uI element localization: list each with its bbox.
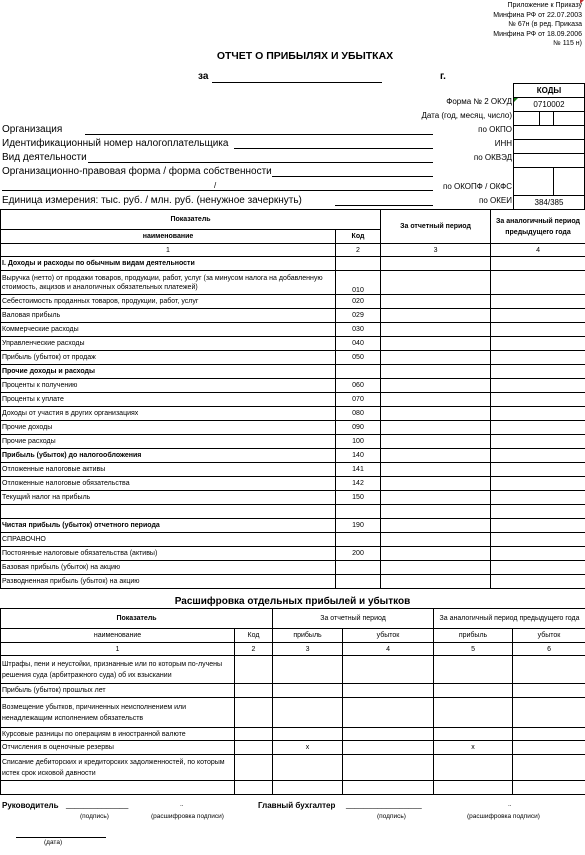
column-number: 3 <box>381 244 491 257</box>
org-field[interactable] <box>85 134 433 135</box>
row-code: 080 <box>336 407 381 421</box>
code-header: Код <box>336 230 381 244</box>
table-row <box>1 698 585 728</box>
previous-period-value[interactable] <box>491 547 585 561</box>
table-row <box>1 421 585 435</box>
row-name: Прибыль (убыток) от продаж <box>1 351 336 365</box>
row-name: Штрафы, пени и неустойки, признанные или по которым по-лучены решения суда (арбитражного суда) об их взыскании <box>1 656 235 684</box>
current-period-value[interactable] <box>381 547 491 561</box>
previous-period-value[interactable] <box>491 505 585 519</box>
row-code: 010 <box>336 271 381 295</box>
row-code <box>336 575 381 589</box>
current-period-value[interactable] <box>381 257 491 271</box>
head-decode-caption: (расшифровка подписи) <box>151 813 224 820</box>
row-name: Себестоимость проданных товаров, продукции, работ, услуг <box>1 295 336 309</box>
table-row <box>1 257 585 271</box>
form-code: 0710002 <box>514 98 585 112</box>
okved-code[interactable] <box>514 154 585 168</box>
row-code: 141 <box>336 463 381 477</box>
previous-period-value[interactable] <box>491 463 585 477</box>
main-table <box>0 209 585 589</box>
preamble-line: № 67н (в ред. Приказа <box>508 21 582 29</box>
table-row <box>1 449 585 463</box>
okved-label: по ОКВЭД <box>473 153 512 162</box>
unit-label: Единица измерения: тыс. руб. / млн. руб. (ненужное зачеркнуть) <box>2 195 302 206</box>
row-code <box>336 533 381 547</box>
org-label: Организация <box>2 124 63 135</box>
row-name: Постоянные налоговые обязательства (активы) <box>1 547 336 561</box>
date-month[interactable] <box>540 112 554 126</box>
current-loss-value[interactable] <box>343 781 434 795</box>
current-period-value[interactable] <box>381 323 491 337</box>
current-period-value[interactable] <box>381 407 491 421</box>
current-period-header: За отчетный период <box>381 210 491 244</box>
preamble-line: Приложение к Приказу <box>507 2 582 9</box>
current-profit-value[interactable] <box>273 755 343 781</box>
table-row <box>1 365 585 379</box>
table-row <box>1 505 585 519</box>
codes-table <box>513 83 585 210</box>
current-period-value[interactable] <box>381 309 491 323</box>
previous-period-header: За аналогичный период предыдущего года <box>491 210 585 244</box>
sub-table-title: Расшифровка отдельных прибылей и убытков <box>174 596 411 607</box>
previous-profit-value[interactable] <box>434 698 513 728</box>
previous-loss-value[interactable] <box>513 781 585 795</box>
current-profit-value[interactable]: x <box>273 741 343 755</box>
previous-profit-value[interactable] <box>434 728 513 741</box>
previous-period-value[interactable] <box>491 435 585 449</box>
table-row <box>1 561 585 575</box>
table-row <box>1 393 585 407</box>
period-suffix: г. <box>440 71 446 82</box>
preamble <box>493 1 582 49</box>
row-name: Разводненная прибыль (убыток) на акцию <box>1 575 336 589</box>
row-name: Выручка (нетто) от продажи товаров, продукции, работ, услуг (за минусом налога на добавленную стоимость, акцизов и аналогичных обязательных платежей) <box>1 271 336 295</box>
ownership-field[interactable] <box>2 190 433 191</box>
previous-period-value[interactable] <box>491 561 585 575</box>
row-code <box>336 257 381 271</box>
row-name: Отложенные налоговые обязательства <box>1 477 336 491</box>
column-number: 5 <box>434 643 513 656</box>
row-name: Прочие доходы и расходы <box>1 365 336 379</box>
sub-profit-header: прибыль <box>273 629 343 643</box>
current-profit-value[interactable] <box>273 684 343 698</box>
previous-loss-value[interactable] <box>513 741 585 755</box>
current-period-value[interactable] <box>381 449 491 463</box>
okopf-label: по ОКОПФ / ОКФС <box>443 182 512 191</box>
codes-header: КОДЫ <box>514 84 585 98</box>
unit-field[interactable] <box>335 205 433 206</box>
row-code <box>235 684 273 698</box>
table-row <box>1 351 585 365</box>
row-code: 040 <box>336 337 381 351</box>
row-name: Отложенные налоговые активы <box>1 463 336 477</box>
chief-sign-line[interactable]: _________________ <box>346 800 422 809</box>
row-name: СПРАВОЧНО <box>1 533 336 547</box>
date-day[interactable] <box>554 112 585 126</box>
previous-period-value[interactable] <box>491 407 585 421</box>
sub-name-header: наименование <box>1 629 235 643</box>
table-row <box>1 519 585 533</box>
previous-period-value[interactable] <box>491 477 585 491</box>
table-row <box>1 337 585 351</box>
current-period-value[interactable] <box>381 519 491 533</box>
row-name: Прочие расходы <box>1 435 336 449</box>
okpo-label: по ОКПО <box>478 125 512 134</box>
row-name: Доходы от участия в других организациях <box>1 407 336 421</box>
row-code <box>336 365 381 379</box>
current-period-value[interactable] <box>381 271 491 295</box>
previous-period-value[interactable] <box>491 393 585 407</box>
row-code: 090 <box>336 421 381 435</box>
previous-period-value[interactable] <box>491 365 585 379</box>
current-period-value[interactable] <box>381 463 491 477</box>
row-name <box>1 781 235 795</box>
chief-label: Главный бухгалтер <box>258 801 336 810</box>
okei-code: 384/385 <box>514 196 585 210</box>
row-code: 050 <box>336 351 381 365</box>
sub-previous-header: За аналогичный период предыдущего года <box>434 609 585 629</box>
row-code: 060 <box>336 379 381 393</box>
table-row <box>1 463 585 477</box>
previous-period-value[interactable] <box>491 337 585 351</box>
date-label: Дата (год, месяц, число) <box>421 111 512 120</box>
head-decode-line[interactable]: .. <box>180 801 184 808</box>
current-period-value[interactable] <box>381 379 491 393</box>
table-row <box>1 435 585 449</box>
previous-period-value[interactable] <box>491 351 585 365</box>
inn-field[interactable] <box>234 148 433 149</box>
current-loss-value[interactable] <box>343 755 434 781</box>
previous-period-value[interactable] <box>491 533 585 547</box>
sub-profit-header: прибыль <box>434 629 513 643</box>
activity-field[interactable] <box>88 162 433 163</box>
previous-loss-value[interactable] <box>513 684 585 698</box>
table-row <box>1 728 585 741</box>
row-name: I. Доходы и расходы по обычным видам деятельности <box>1 257 336 271</box>
row-code <box>235 656 273 684</box>
row-name: Курсовые разницы по операциям в иностранной валюте <box>1 728 235 741</box>
previous-period-value[interactable] <box>491 257 585 271</box>
current-loss-value[interactable] <box>343 728 434 741</box>
sub-indicator-header: Показатель <box>1 609 273 629</box>
previous-period-value[interactable] <box>491 491 585 505</box>
column-number: 2 <box>235 643 273 656</box>
row-name: Проценты к получению <box>1 379 336 393</box>
date-year[interactable] <box>514 112 540 126</box>
period-field[interactable] <box>212 82 382 83</box>
table-row <box>1 547 585 561</box>
current-profit-value[interactable] <box>273 656 343 684</box>
table-row <box>1 741 585 755</box>
current-period-value[interactable] <box>381 435 491 449</box>
row-code: 029 <box>336 309 381 323</box>
slash: / <box>214 181 217 190</box>
chief-decode-caption: (расшифровка подписи) <box>467 813 540 820</box>
table-row <box>1 295 585 309</box>
legal-form-label: Организационно-правовая форма / форма собственности <box>2 166 272 177</box>
current-loss-value[interactable] <box>343 698 434 728</box>
current-period-value[interactable] <box>381 421 491 435</box>
preamble-line: № 115 н) <box>553 40 582 48</box>
head-sign-line[interactable]: ______________ <box>66 800 129 809</box>
current-period-value[interactable] <box>381 477 491 491</box>
table-row <box>1 781 585 795</box>
indicator-header: Показатель <box>1 210 381 230</box>
table-row <box>1 684 585 698</box>
name-header: наименование <box>1 230 336 244</box>
table-row <box>1 533 585 547</box>
row-code <box>235 741 273 755</box>
previous-loss-value[interactable] <box>513 755 585 781</box>
chief-sign-caption: (подпись) <box>377 813 406 820</box>
column-number: 2 <box>336 244 381 257</box>
previous-profit-value[interactable] <box>434 684 513 698</box>
row-name: Прочие доходы <box>1 421 336 435</box>
row-name: Списание дебиторских и кредиторских задолженностей, по которым истек срок исковой давности <box>1 755 235 781</box>
activity-label: Вид деятельности <box>2 152 87 163</box>
corner-marker <box>580 0 584 4</box>
sub-code-header: Код <box>235 629 273 643</box>
previous-profit-value[interactable] <box>434 656 513 684</box>
sub-loss-header: убыток <box>513 629 585 643</box>
column-number: 4 <box>343 643 434 656</box>
row-name: Прибыль (убыток) прошлых лет <box>1 684 235 698</box>
row-name: Текущий налог на прибыль <box>1 491 336 505</box>
current-profit-value[interactable] <box>273 728 343 741</box>
row-code <box>336 505 381 519</box>
row-name: Отчисления в оценочные резервы <box>1 741 235 755</box>
previous-loss-value[interactable] <box>513 656 585 684</box>
current-loss-value[interactable] <box>343 741 434 755</box>
column-number: 3 <box>273 643 343 656</box>
preamble-line: Минфина РФ от 22.07.2003 <box>493 11 582 19</box>
current-period-value[interactable] <box>381 561 491 575</box>
row-code <box>235 755 273 781</box>
row-code: 190 <box>336 519 381 533</box>
current-period-value[interactable] <box>381 505 491 519</box>
previous-period-value[interactable] <box>491 379 585 393</box>
head-label: Руководитель <box>2 801 59 810</box>
date-caption: (дата) <box>44 839 63 846</box>
inn-label: ИНН <box>494 139 512 148</box>
date-line[interactable] <box>16 837 106 838</box>
current-period-value[interactable] <box>381 491 491 505</box>
row-name <box>1 505 336 519</box>
current-loss-value[interactable] <box>343 684 434 698</box>
table-row <box>1 575 585 589</box>
table-row <box>1 755 585 781</box>
okfs-code[interactable] <box>554 168 585 196</box>
previous-period-value[interactable] <box>491 449 585 463</box>
sub-loss-header: убыток <box>343 629 434 643</box>
inn-field-label: Идентификационный номер налогоплательщика <box>2 138 229 149</box>
row-name: Проценты к уплате <box>1 393 336 407</box>
previous-period-value[interactable] <box>491 421 585 435</box>
previous-loss-value[interactable] <box>513 728 585 741</box>
column-number: 4 <box>491 244 585 257</box>
previous-profit-value[interactable] <box>434 755 513 781</box>
previous-period-value[interactable] <box>491 271 585 295</box>
previous-period-value[interactable] <box>491 323 585 337</box>
table-row <box>1 271 585 295</box>
row-name: Прибыль (убыток) до налогообложения <box>1 449 336 463</box>
table-row <box>1 656 585 684</box>
previous-period-value[interactable] <box>491 519 585 533</box>
table-row <box>1 309 585 323</box>
current-profit-value[interactable] <box>273 698 343 728</box>
row-code: 070 <box>336 393 381 407</box>
current-period-value[interactable] <box>381 533 491 547</box>
row-code: 150 <box>336 491 381 505</box>
table-row <box>1 491 585 505</box>
current-period-value[interactable] <box>381 393 491 407</box>
table-row <box>1 379 585 393</box>
row-code: 100 <box>336 435 381 449</box>
previous-profit-value[interactable]: x <box>434 741 513 755</box>
row-code <box>235 698 273 728</box>
column-number: 1 <box>1 643 235 656</box>
period-prefix: за <box>198 71 209 82</box>
preamble-line: Минфина РФ от 18.09.2006 <box>493 30 582 38</box>
inn-code[interactable] <box>514 140 585 154</box>
row-code: 020 <box>336 295 381 309</box>
row-name: Возмещение убытков, причиненных неисполнением или ненадлежащим исполнением обязательств <box>1 698 235 728</box>
row-code: 200 <box>336 547 381 561</box>
table-row <box>1 477 585 491</box>
previous-profit-value[interactable] <box>434 781 513 795</box>
column-number: 6 <box>513 643 585 656</box>
previous-period-value[interactable] <box>491 309 585 323</box>
current-period-value[interactable] <box>381 295 491 309</box>
legal-form-field[interactable] <box>272 176 433 177</box>
page-title: ОТЧЕТ О ПРИБЫЛЯХ И УБЫТКАХ <box>216 50 394 62</box>
previous-period-value[interactable] <box>491 575 585 589</box>
row-code: 142 <box>336 477 381 491</box>
sub-table <box>0 608 585 795</box>
sub-current-header: За отчетный период <box>273 609 434 629</box>
current-period-value[interactable] <box>381 575 491 589</box>
row-code <box>336 561 381 575</box>
column-number: 1 <box>1 244 336 257</box>
current-period-value[interactable] <box>381 351 491 365</box>
row-name: Чистая прибыль (убыток) отчетного периода <box>1 519 336 533</box>
table-row <box>1 323 585 337</box>
current-profit-value[interactable] <box>273 781 343 795</box>
previous-period-value[interactable] <box>491 295 585 309</box>
row-code: 030 <box>336 323 381 337</box>
current-loss-value[interactable] <box>343 656 434 684</box>
form-label: Форма № 2 ОКУД <box>446 97 512 106</box>
row-code: 140 <box>336 449 381 463</box>
okopf-code[interactable] <box>514 168 554 196</box>
current-period-value[interactable] <box>381 365 491 379</box>
row-code <box>235 728 273 741</box>
current-period-value[interactable] <box>381 337 491 351</box>
head-sign-caption: (подпись) <box>80 813 109 820</box>
cell-marker <box>514 98 518 102</box>
okpo-code[interactable] <box>514 126 585 140</box>
okei-label: по ОКЕИ <box>479 196 512 205</box>
row-name: Коммерческие расходы <box>1 323 336 337</box>
table-row <box>1 407 585 421</box>
row-name: Валовая прибыль <box>1 309 336 323</box>
chief-decode-line[interactable]: .. <box>508 801 512 808</box>
row-name: Управленческие расходы <box>1 337 336 351</box>
row-code <box>235 781 273 795</box>
row-name: Базовая прибыль (убыток) на акцию <box>1 561 336 575</box>
previous-loss-value[interactable] <box>513 698 585 728</box>
